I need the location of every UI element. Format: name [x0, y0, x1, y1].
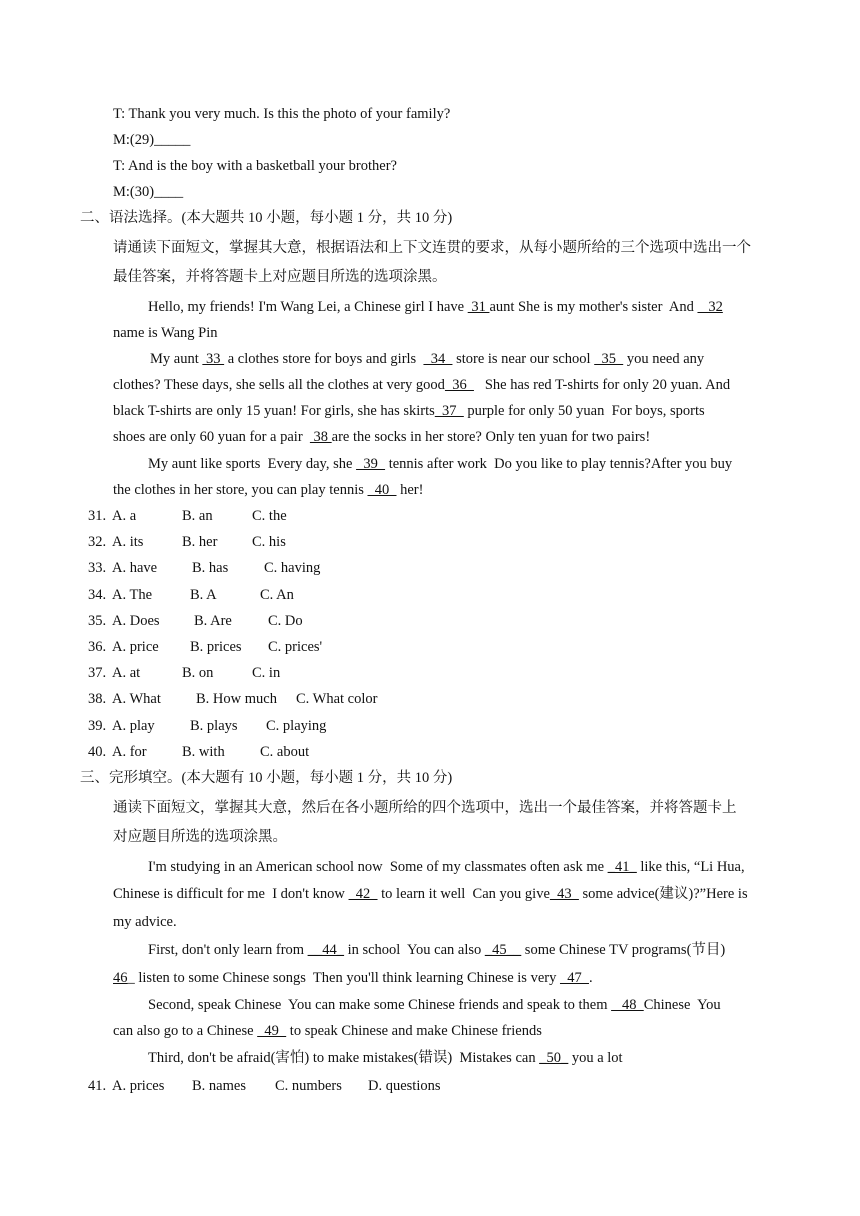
blank-number: 42: [348, 886, 378, 902]
section-heading: 三、完形填空。(本大题有 10 小题，每小题 1 分，共 10 分): [80, 770, 453, 786]
option-c: C. having: [264, 560, 321, 577]
passage-line: [113, 1021, 542, 1041]
blank-number: 34: [423, 351, 453, 367]
passage-text: to learn it well Can you give: [377, 886, 550, 902]
passage-text: She has red T-shirts for only 20 yuan. And: [473, 377, 731, 393]
option-c: C. his: [252, 534, 286, 551]
blank-number: 37: [434, 403, 464, 419]
option-b: B. an: [182, 508, 213, 524]
passage-line: [148, 454, 732, 474]
blank-number: _50_: [539, 1050, 569, 1066]
passage-text: .: [588, 970, 593, 986]
passage-text: My aunt: [150, 351, 203, 367]
passage-line: [113, 323, 218, 343]
question-number: 38.: [88, 691, 107, 708]
dialogue-line: M:(29)_____: [113, 132, 191, 148]
instruction-text: 对应题目所选的选项涂黑。: [113, 829, 287, 845]
blank-number: 43: [549, 886, 579, 902]
question-number: 36.: [88, 639, 107, 655]
passage-text: First, don't only learn from: [148, 942, 308, 958]
passage-text: to speak Chinese and make Chinese friends: [286, 1023, 542, 1039]
passage-text: aunt She is my mother's sister And: [489, 299, 698, 315]
blank-number: 46: [113, 970, 128, 986]
passage-text: like this, “Li Hua,: [636, 859, 745, 875]
option-b: B. prices: [190, 639, 242, 655]
passage-text: tennis after work Do you like to play tennis?After you buy: [385, 456, 733, 472]
passage-line: [113, 480, 423, 500]
option-a: A. prices: [112, 1078, 165, 1094]
passage-text: store is near our school: [452, 351, 595, 367]
option-b: B. plays: [190, 717, 238, 734]
option-a: A. have: [112, 560, 158, 577]
passage-text: I'm studying in an American school now Some of my classmates often ask me: [148, 859, 608, 875]
question-number: 37.: [88, 665, 107, 682]
question-number: 41.: [88, 1078, 107, 1094]
passage-text: My aunt like sports Every day, she: [148, 456, 357, 472]
instruction-text: 最佳答案，并将答题卡上对应题目所选的选项涂黑。: [113, 269, 447, 285]
passage-text: you need any: [623, 351, 705, 367]
passage-text: shoes are only 60 yuan for a pair: [113, 429, 310, 445]
blank-number: 39: [356, 456, 386, 472]
option-a: A. price: [112, 639, 159, 655]
passage-text: Hello, my friends! I'm Wang Lei, a Chinese girl I have: [148, 299, 468, 315]
option-b: B. has: [192, 560, 229, 577]
question-number: 33.: [88, 560, 107, 577]
blank-number: 35: [594, 351, 624, 367]
instruction-text: 通读下面短文，掌握其大意，然后在各小题所给的四个选项中，选出一个最佳答案，并将答题卡上: [113, 800, 737, 816]
passage-text: my advice.: [113, 914, 177, 930]
question-number: 34.: [88, 586, 107, 603]
question-number: 32.: [88, 534, 107, 551]
option-c: C. numbers: [275, 1078, 342, 1094]
option-c: C. about: [260, 743, 310, 760]
passage-line: [113, 427, 650, 447]
option-c: C. prices': [268, 639, 323, 655]
passage-line: [113, 375, 730, 395]
option-a: A. Does: [112, 612, 160, 629]
option-c: C. in: [252, 665, 281, 682]
passage-line: [113, 401, 705, 421]
question-number: 31.: [88, 508, 107, 524]
passage-text: name is Wang Pin: [113, 325, 218, 341]
passage-text: black T-shirts are only 15 yuan! For girls, she has skirts: [113, 403, 435, 419]
passage-text: _ listen to some Chinese songs Then you'll think learning Chinese is very: [127, 970, 560, 986]
passage-line: [148, 1048, 623, 1068]
passage-line: [113, 884, 748, 904]
blank-number: 31: [467, 299, 490, 315]
option-b: B. How much: [196, 691, 277, 708]
option-a: A. What: [112, 691, 161, 708]
blank-number: 47: [559, 970, 589, 986]
passage-text: purple for only 50 yuan For boys, sports: [463, 403, 705, 419]
blank-number: _41_: [607, 859, 637, 875]
option-b: B. names: [192, 1078, 246, 1094]
dialogue-line: T: And is the boy with a basketball your brother?: [113, 158, 397, 174]
dialogue-line: M:(30)____: [113, 184, 184, 200]
passage-line: [148, 995, 721, 1015]
passage-text: the clothes in her store, you can play tennis: [113, 482, 368, 498]
passage-text: Chinese You: [643, 997, 721, 1013]
option-b: B. with: [182, 743, 225, 760]
blank-number: __44_: [307, 942, 344, 958]
passage-line: [113, 968, 593, 988]
passage-line: [150, 349, 704, 369]
passage-line: [148, 857, 745, 877]
option-a: A. The: [112, 586, 153, 603]
blank-number: 48: [611, 997, 644, 1013]
blank-number: 33: [202, 351, 225, 367]
blank-number: 32: [697, 299, 723, 315]
passage-text: a clothes store for boys and girls: [224, 351, 424, 367]
option-a: A. at: [112, 665, 141, 682]
passage-text: her!: [396, 482, 424, 498]
instruction-text: 请通读下面短文，掌握其大意，根据语法和上下文连贯的要求，从每小题所给的三个选项中选出一个: [113, 240, 751, 256]
option-a: A. for: [112, 743, 147, 760]
option-b: B. on: [182, 665, 214, 682]
option-c: C. Do: [268, 612, 303, 629]
passage-text: Chinese is difficult for me I don't know: [113, 886, 349, 902]
passage-text: some Chinese TV programs(节目): [521, 942, 726, 958]
section-heading: 二、语法选择。(本大题共 10 小题，每小题 1 分，共 10 分): [80, 210, 453, 226]
option-b: B. her: [182, 534, 218, 551]
option-c: C. An: [260, 586, 294, 603]
option-c: C. the: [252, 508, 287, 524]
passage-line: [113, 912, 177, 932]
dialogue-line: T: Thank you very much. Is this the photo of your family?: [113, 106, 451, 122]
option-c: C. playing: [266, 717, 327, 734]
blank-number: 38: [309, 429, 332, 445]
blank-number: 40: [367, 482, 397, 498]
question-number: 35.: [88, 612, 107, 629]
blank-number: 36: [444, 377, 474, 393]
option-b: B. A: [190, 586, 217, 603]
blank-number: 49: [257, 1023, 287, 1039]
passage-text: Second, speak Chinese You can make some Chinese friends and speak to them: [148, 997, 612, 1013]
option-a: A. its: [112, 534, 144, 551]
passage-text: you a lot: [568, 1050, 623, 1066]
passage-text: Third, don't be afraid(害怕) to make mistakes(错误) Mistakes can: [148, 1050, 540, 1066]
blank-number: _45__: [484, 942, 522, 958]
passage-text: clothes? These days, she sells all the clothes at very good: [113, 377, 445, 393]
option-a: A. play: [112, 717, 155, 734]
question-number: 40.: [88, 743, 107, 760]
option-a: A. a: [112, 508, 137, 524]
passage-text: some advice(建议)?”Here is: [578, 886, 748, 902]
passage-text: in school You can also: [343, 942, 485, 958]
question-number: 39.: [88, 717, 107, 734]
option-c: C. What color: [296, 691, 378, 708]
passage-text: can also go to a Chinese: [113, 1023, 258, 1039]
passage-line: [148, 940, 725, 960]
passage-line: [148, 297, 723, 317]
passage-text: are the socks in her store? Only ten yuan for two pairs!: [331, 429, 651, 445]
option-d: D. questions: [368, 1078, 441, 1094]
option-b: B. Are: [194, 612, 232, 629]
